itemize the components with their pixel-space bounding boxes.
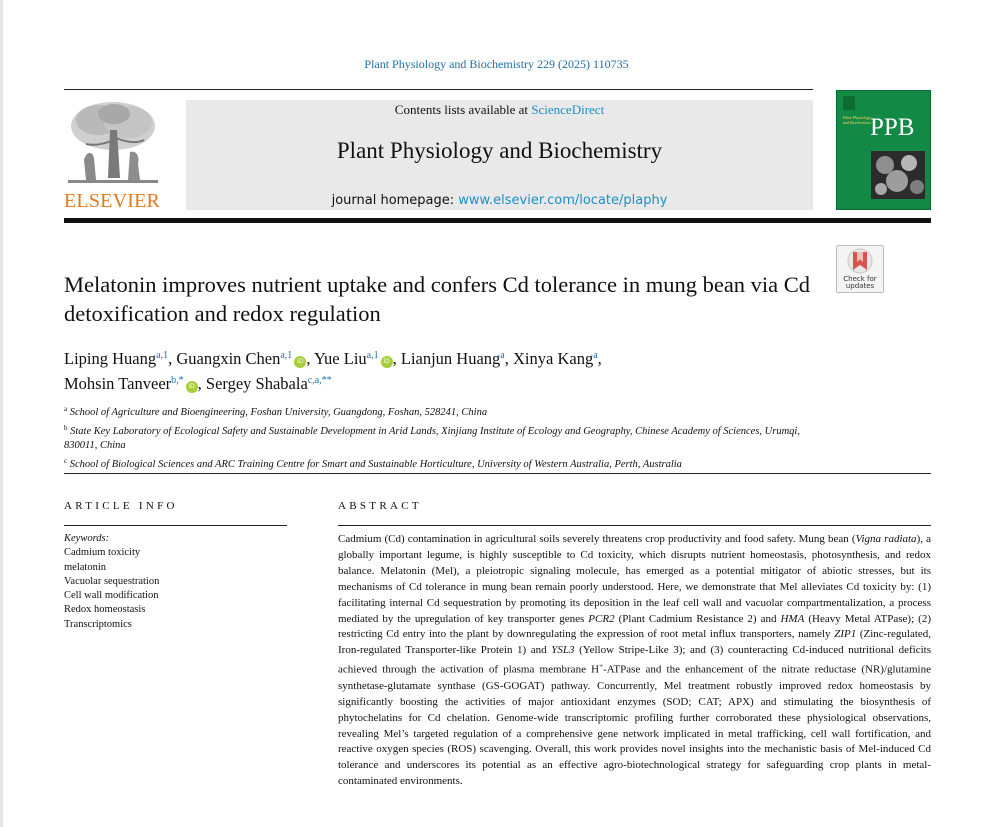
abstract-heading: ABSTRACT <box>338 500 422 512</box>
cover-journal-name: Plant Physiology and Biochemistry <box>843 115 872 125</box>
page-edge <box>0 0 3 827</box>
affiliation-item: $^c$ School of Biological Sciences and ARC Training Centre for Smart and Sustainable Horticulture, University of Western Australia, Perth, Australia <box>64 456 682 470</box>
affiliation-item: $^b$ State Key Laboratory of Ecological Safety and Sustainable Development in Arid Lands, Xinjiang Institute of Ecology and Geography, Chinese Academy of Sciences, Urumqi, 830011, China <box>64 423 800 451</box>
homepage-prefix: journal homepage: <box>331 193 459 208</box>
author-affiliation-marker[interactable]: b,* <box>171 375 184 386</box>
author-affiliation-marker[interactable]: a,1 <box>366 350 379 361</box>
keyword-item: Redox homeostasis <box>64 604 146 616</box>
section-rule <box>64 473 931 474</box>
journal-title: Plant Physiology and Biochemistry <box>336 138 663 163</box>
abstract-rule <box>338 525 931 526</box>
orcid-icon[interactable]: iD <box>294 356 306 368</box>
bookmark-icon <box>837 246 883 276</box>
keyword-item: Cell wall modification <box>64 590 159 602</box>
author-name[interactable]: Xinya Kang <box>513 349 594 368</box>
author-affiliation-marker[interactable]: a,1 <box>156 350 169 361</box>
keywords-list <box>64 532 287 632</box>
author-name[interactable]: Liping Huang <box>64 349 157 368</box>
contents-line <box>186 102 813 118</box>
header-rule <box>64 89 813 90</box>
author-name[interactable]: Mohsin Tanveer <box>64 374 172 393</box>
author-list: Liping Huang$^{a,1}$, Guangxin Chen$^{a,1}$iD , Yue Liu$^{a,1}$iD , Lianjun Huang$^a$, Xinya Kang$^a$, Mohsin Tanveer$^{b,*}$iD , Sergey Shabala$^{c,a,**}$ <box>64 349 602 393</box>
sciencedirect-link[interactable]: ScienceDirect <box>531 102 605 117</box>
orcid-icon[interactable]: iD <box>381 356 393 368</box>
journal-homepage-link[interactable]: www.elsevier.com/locate/plaphy <box>458 193 668 208</box>
article-info-rule <box>64 525 287 526</box>
article-info-heading: ARTICLE INFO <box>64 500 178 512</box>
homepage-line <box>186 193 813 208</box>
header-thick-rule <box>64 218 931 223</box>
check-for-updates-label: Check for updates <box>843 275 877 290</box>
check-for-updates-button[interactable] <box>836 245 884 293</box>
author-name[interactable]: Yue Liu <box>313 349 367 368</box>
author-affiliation-marker[interactable]: c,a,** <box>307 375 332 386</box>
keyword-item: Cadmium toxicity <box>64 547 141 559</box>
author-affiliation-marker[interactable]: a,1 <box>280 350 293 361</box>
keywords-title: Keywords: <box>64 533 110 544</box>
keyword-item: Transcriptomics <box>64 618 132 630</box>
affiliations <box>64 402 824 472</box>
keyword-item: Vacuolar sequestration <box>64 575 160 587</box>
journal-banner <box>186 100 813 210</box>
cover-abbrev: PPB <box>870 114 915 141</box>
cover-image <box>871 151 925 199</box>
author-affiliation-marker[interactable]: a <box>500 350 505 361</box>
orcid-icon[interactable]: iD <box>186 381 198 393</box>
article-title: Melatonin improves nutrient uptake and confers Cd tolerance in mung bean via Cd detoxification and redox regulation <box>64 272 811 326</box>
abstract-text: Cadmium (Cd) contamination in agricultural soils severely threatens crop productivity and food safety. Mung bean (Vigna radiata), a globally important legume, is highly susceptible to Cd toxicity, which disrupts nutrient homeostasis, photosynthesis, and redox balance. Melatonin (Mel), a pleiotropic signaling molecule, has emerged as a potential mitigator of abiotic stresses, but its mechanisms of Cd tolerance in mung bean remain poorly understood. Here, we demonstrate that Mel alleviates Cd toxicity by: (1) facilitating internal Cd sequestration by promoting its deposition in the leaf cell wall and vacuolar compartmentalization, a process mediated by the upregulation of key transporter genes PCR2 (Plant Cadmium Resistance 2) and HMA (Heavy Metal ATPase); (2) restricting Cd entry into the plant by downregulating the expression of root metal influx transporters, namely ZIP1 (Zinc-regulated, Iron-regulated Transporter-like Protein 1) and YSL3 (Yellow Stripe-Like 3); and (3) counteracting Cd-induced nutritional deficits achieved through the activation of plasma membrane H+-ATPase and the enhancement of the nitrate reductase (NR)/glutamine synthetase-glutamate synthase (GS-GOGAT) pathway. Concurrently, Mel treatment robustly improved redox homeostasis by significantly boosting the activities of major antioxidant enzymes (SOD; CAT; APX) and stimulating the biosynthesis of phytochelatins for Cd chelation. Genome-wide transcriptomic profiling further corroborated these physiological observations, revealing Mel’s targeted regulation of a comprehensive gene network implicated in metal trafficking, cell wall fortification, and reactive oxygen species (ROS) scavenging. Overall, this work provides novel insights into the mechanistic basis of Mel-induced Cd tolerance and underscores its potential as an effective agro-biotechnological strategy for safeguarding crop plants in metal-contaminated environments. <box>338 533 932 788</box>
contents-prefix: Contents lists available at <box>394 102 532 117</box>
author-name[interactable]: Lianjun Huang <box>400 349 501 368</box>
journal-cover-thumbnail[interactable] <box>836 90 931 210</box>
author-name[interactable]: Sergey Shabala <box>205 374 308 393</box>
keyword-item: melatonin <box>64 561 106 573</box>
publisher-name: ELSEVIER <box>64 190 161 212</box>
journal-reference[interactable]: Plant Physiology and Biochemistry 229 (2025) 110735 <box>364 57 629 71</box>
author-name[interactable]: Guangxin Chen <box>176 349 281 368</box>
author-affiliation-marker[interactable]: a <box>593 350 598 361</box>
cover-publisher-mark <box>843 96 855 110</box>
affiliation-item: $^a$ School of Agriculture and Bioengineering, Foshan University, Guangdong, Foshan, 528241, China <box>64 405 488 418</box>
